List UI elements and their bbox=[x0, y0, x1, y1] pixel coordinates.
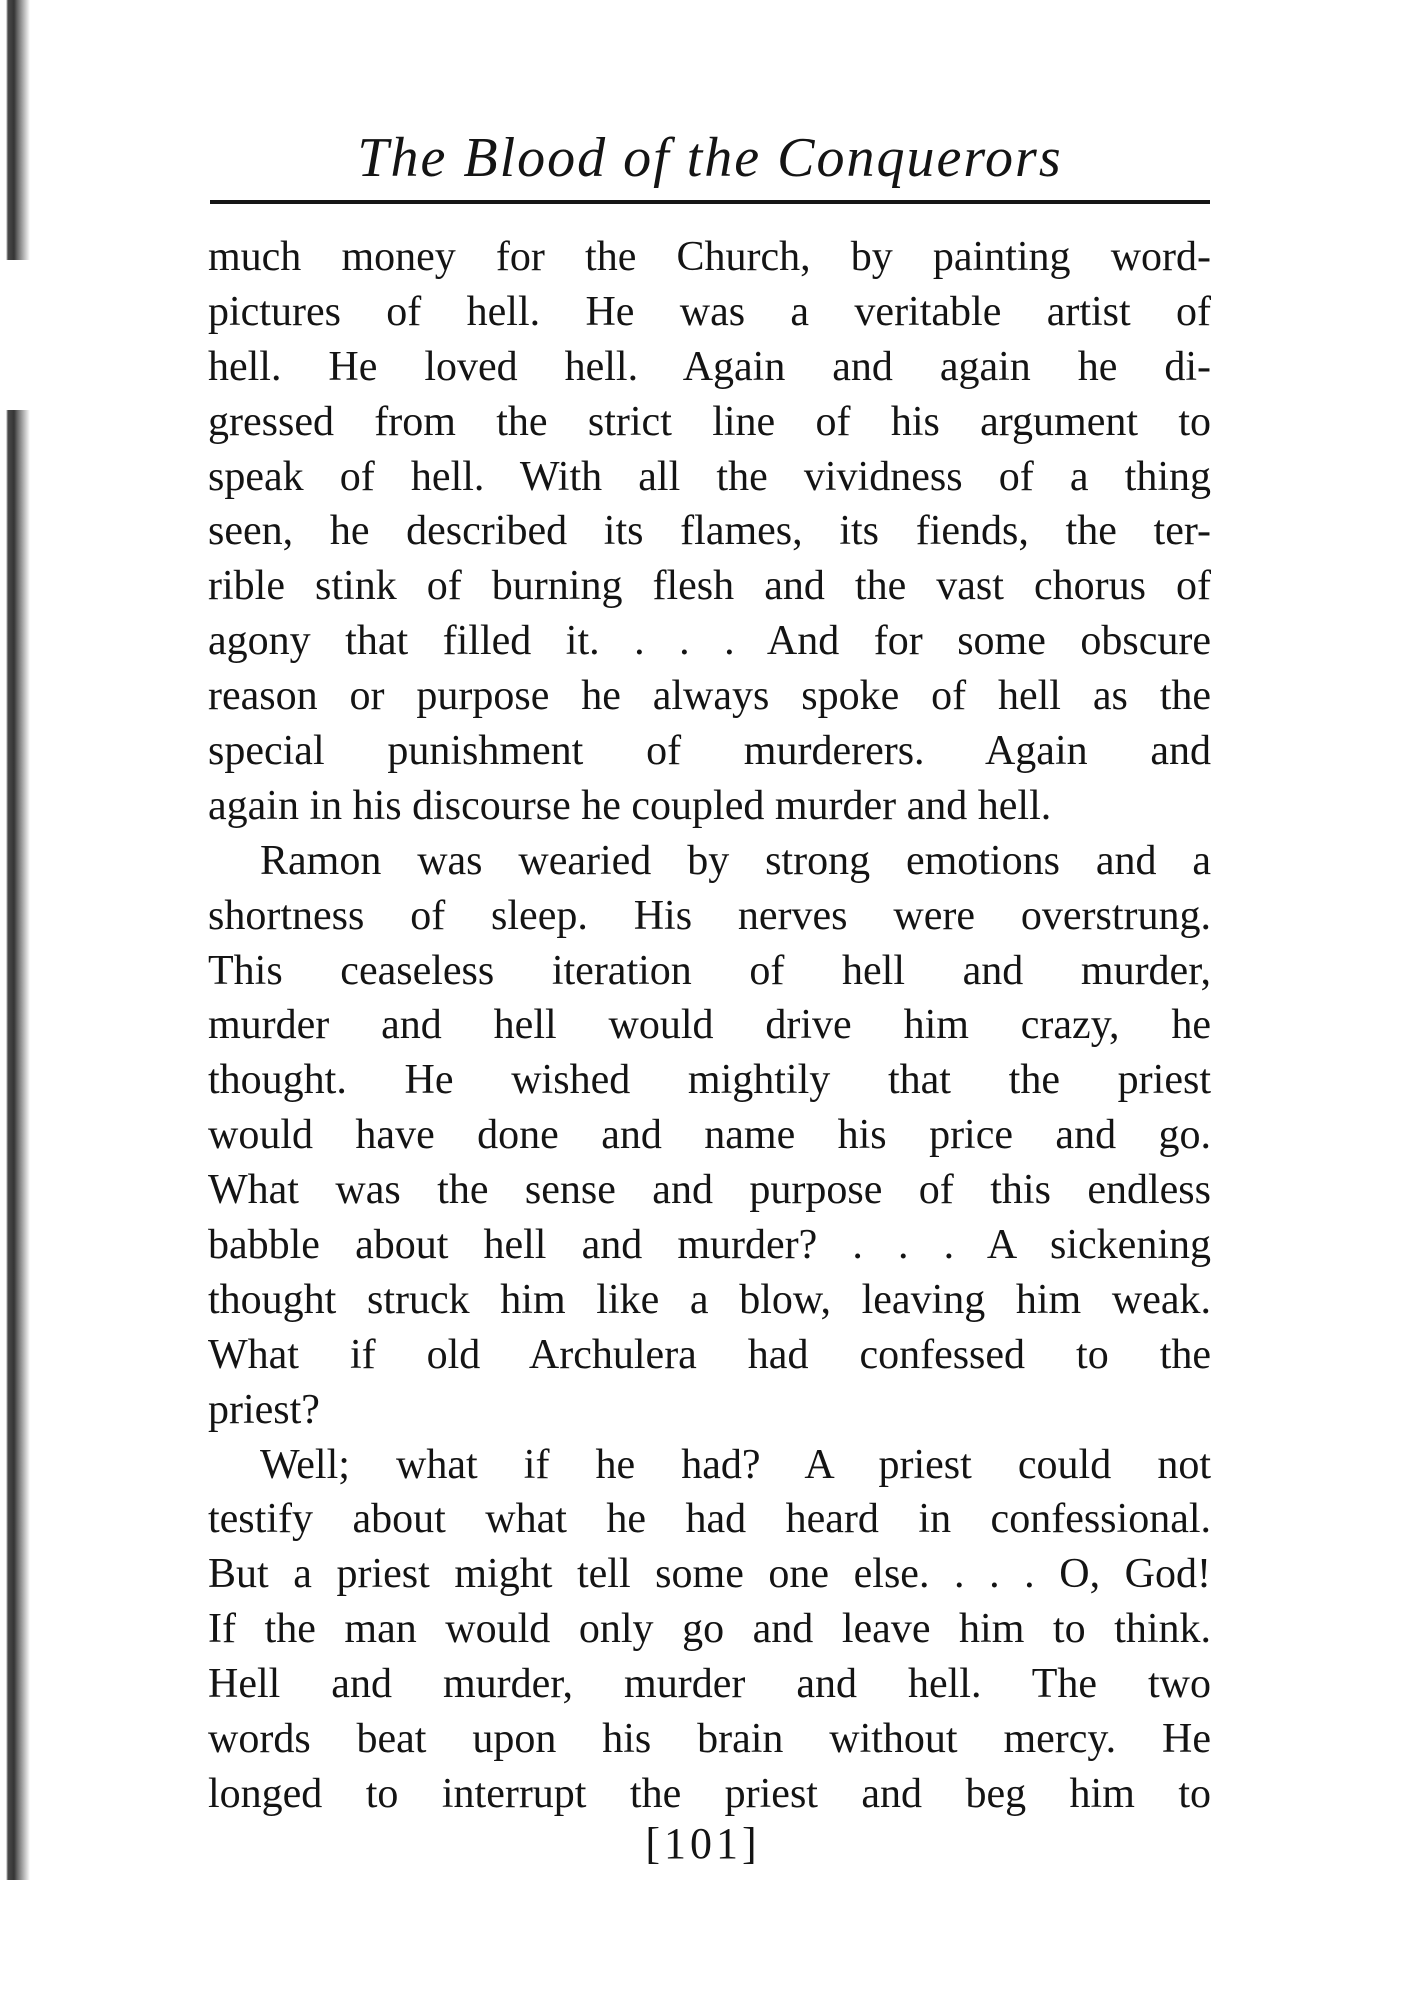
text-line: agony that filled it. . . . And for some obscure bbox=[208, 618, 1211, 665]
text-line: Ramon was wearied by strong emotions and a bbox=[260, 837, 1211, 884]
text-line: What if old Archulera had confessed to the bbox=[208, 1331, 1211, 1378]
text-line: testify about what he had heard in confessional. bbox=[208, 1496, 1211, 1543]
text-line: words beat upon his brain without mercy. He bbox=[208, 1716, 1211, 1763]
text-line: murder and hell would drive him crazy, he bbox=[208, 1002, 1211, 1049]
text-line: This ceaseless iteration of hell and murder, bbox=[208, 947, 1211, 994]
text-line: reason or purpose he always spoke of hell as the bbox=[208, 673, 1211, 720]
text-line: speak of hell. With all the vividness of a thing bbox=[208, 453, 1211, 500]
running-head: The Blood of the Conquerors bbox=[357, 127, 1063, 189]
header-rule bbox=[210, 200, 1210, 204]
text-line: gressed from the strict line of his argument to bbox=[208, 398, 1211, 445]
binding-shadow-gap bbox=[0, 260, 38, 410]
text-line: Hell and murder, murder and hell. The two bbox=[208, 1661, 1211, 1708]
text-line: much money for the Church, by painting word- bbox=[208, 234, 1211, 280]
page-number: [101] bbox=[645, 1819, 761, 1868]
text-line: Well; what if he had? A priest could not bbox=[260, 1441, 1211, 1488]
text-line: hell. He loved hell. Again and again he di- bbox=[208, 343, 1211, 390]
text-line: What was the sense and purpose of this endless bbox=[208, 1167, 1211, 1214]
text-line: seen, he described its flames, its fiends, the ter- bbox=[208, 508, 1211, 555]
text-line: rible stink of burning flesh and the vast chorus of bbox=[208, 563, 1211, 610]
text-line: thought. He wished mightily that the priest bbox=[208, 1057, 1211, 1104]
text-line: But a priest might tell some one else. . . . O, God! bbox=[208, 1551, 1211, 1598]
text-line: would have done and name his price and go. bbox=[208, 1112, 1211, 1159]
text-line: special punishment of murderers. Again and bbox=[208, 728, 1211, 775]
text-line: babble about hell and murder? . . . A sickening bbox=[208, 1222, 1211, 1269]
text-line: shortness of sleep. His nerves were overstrung. bbox=[208, 892, 1211, 939]
body-text bbox=[208, 230, 1211, 1822]
text-line: If the man would only go and leave him to think. bbox=[208, 1606, 1211, 1653]
text-line: thought struck him like a blow, leaving him weak. bbox=[208, 1276, 1211, 1323]
text-line: longed to interrupt the priest and beg him to bbox=[208, 1770, 1211, 1817]
binding-shadow-gap bbox=[0, 1880, 38, 2005]
text-line: priest? bbox=[208, 1386, 320, 1433]
text-line: again in his discourse he coupled murder and hell. bbox=[208, 782, 1052, 829]
text-line: pictures of hell. He was a veritable artist of bbox=[208, 288, 1211, 335]
